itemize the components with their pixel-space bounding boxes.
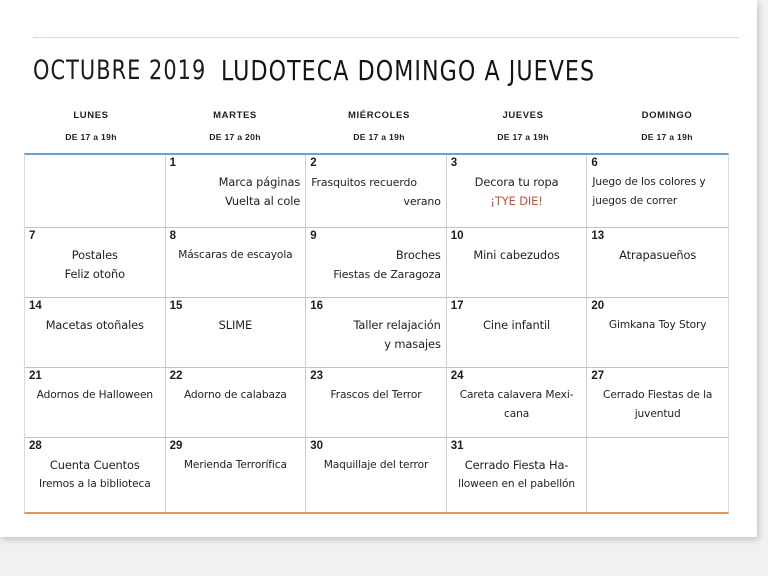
weekday-header-miércoles: [307, 104, 451, 152]
event-text: cana: [504, 408, 530, 420]
calendar-day-cell-29[interactable]: [166, 438, 307, 512]
calendar-day-cell-3[interactable]: [447, 155, 588, 227]
weekday-header-jueves: [451, 104, 595, 152]
calendar-day-cell-30[interactable]: [306, 438, 447, 512]
day-number: 10: [450, 230, 464, 242]
calendar-day-cell-7[interactable]: [25, 228, 166, 297]
day-events: [170, 316, 302, 335]
weekday-hours: DE 17 a 19h: [641, 132, 693, 142]
weekday-header-row: [19, 104, 739, 152]
day-number: 20: [591, 300, 605, 312]
calendar-grid: [24, 153, 729, 514]
main-title: LUDOTECA DOMINGO A JUEVES: [220, 53, 595, 87]
calendar-day-cell-27[interactable]: [587, 368, 728, 437]
day-events: [591, 173, 724, 211]
day-number: 13: [591, 230, 605, 242]
weekday-header-martes: [163, 104, 307, 152]
calendar-day-cell-8[interactable]: [166, 228, 307, 297]
event-text: Atrapasueños: [619, 248, 697, 262]
event-text: Decora tu ropa: [474, 175, 559, 189]
event-text: Iremos a la biblioteca: [38, 478, 151, 490]
day-events: [310, 386, 442, 405]
event-text: Cerrado Fiestas de la: [603, 389, 713, 401]
day-number: 9: [310, 230, 317, 242]
day-events: [591, 386, 724, 424]
calendar-day-cell-1[interactable]: [166, 155, 307, 227]
day-number: 2: [310, 157, 317, 169]
event-text: Postales: [71, 248, 118, 262]
weekday-hours: DE 17 a 19h: [65, 132, 117, 142]
day-events: [451, 173, 583, 211]
month-title: OCTUBRE 2019: [33, 54, 207, 86]
day-events: [29, 316, 161, 335]
event-text: Máscaras de escayola: [178, 249, 293, 261]
event-text: Vuelta al cole: [224, 194, 301, 208]
day-events: [310, 246, 442, 284]
weekday-name: JUEVES: [502, 110, 544, 121]
event-text: Fiestas de Zaragoza: [333, 268, 441, 281]
calendar-content: [19, 0, 739, 537]
day-events: [29, 456, 161, 494]
weekday-name: DOMINGO: [641, 110, 693, 121]
day-number: 31: [450, 440, 464, 452]
event-text: Frascos del Terror: [330, 389, 422, 401]
calendar-day-cell-17[interactable]: [447, 298, 588, 367]
day-number: 6: [591, 157, 598, 169]
weekday-name: LUNES: [73, 110, 109, 121]
event-text: Careta calavera Mexi-: [459, 389, 574, 401]
day-number: 14: [29, 300, 42, 312]
calendar-week-row: [25, 228, 728, 298]
calendar-day-cell-16[interactable]: [306, 298, 447, 367]
day-number: 15: [169, 300, 183, 312]
event-text: Macetas otoñales: [45, 318, 144, 332]
event-text: Adorno de calabaza: [183, 389, 287, 401]
day-number: 23: [310, 370, 323, 382]
event-text: y masajes: [384, 337, 441, 351]
day-number: 17: [450, 300, 464, 312]
event-text: Mini cabezudos: [473, 248, 560, 262]
event-text: Juego de los colores y: [592, 176, 706, 188]
day-events: [170, 246, 302, 265]
event-text: Feliz otoño: [64, 267, 125, 281]
event-text: Frasquitos recuerdo: [311, 176, 417, 189]
calendar-day-cell-31[interactable]: [447, 438, 588, 512]
day-number: 7: [29, 230, 36, 242]
calendar-week-row: [25, 368, 728, 438]
day-events: [29, 386, 161, 405]
day-events: [591, 246, 724, 265]
event-text: Cine infantil: [483, 318, 551, 332]
day-number: 30: [310, 440, 323, 452]
top-divider-rule: [33, 37, 739, 38]
event-text: verano: [403, 195, 441, 208]
day-events: [170, 386, 302, 405]
day-number: 22: [169, 370, 183, 382]
event-text: Taller relajación: [353, 318, 441, 332]
day-events: [451, 456, 583, 494]
day-events: [29, 246, 161, 284]
weekday-name: MIÉRCOLES: [348, 110, 410, 121]
calendar-day-cell-6[interactable]: [587, 155, 728, 227]
calendar-day-cell-23[interactable]: [306, 368, 447, 437]
calendar-day-cell-22[interactable]: [166, 368, 307, 437]
weekday-hours: DE 17 a 20h: [209, 132, 261, 142]
event-text: Gimkana Toy Story: [608, 319, 707, 331]
day-events: [310, 173, 442, 211]
day-events: [451, 316, 583, 335]
event-text: Cuenta Cuentos: [49, 458, 140, 472]
day-events: [451, 246, 583, 265]
day-events: [170, 173, 302, 211]
day-events: [310, 316, 442, 354]
calendar-week-row: [25, 155, 728, 228]
calendar-day-cell-9[interactable]: [306, 228, 447, 297]
calendar-day-cell-empty[interactable]: [25, 155, 166, 227]
day-number: 27: [591, 370, 605, 382]
calendar-day-cell-empty[interactable]: [587, 438, 728, 512]
event-text: juegos de correr: [592, 195, 678, 207]
day-number: 28: [29, 440, 42, 452]
day-events: [451, 386, 583, 424]
event-text: Merienda Terrorífica: [183, 459, 287, 471]
event-text: Maquillaje del terror: [323, 459, 429, 471]
event-text: lloween en el pabellón: [458, 478, 576, 490]
day-number: 24: [450, 370, 464, 382]
day-number: 16: [310, 300, 323, 312]
day-events: [310, 456, 442, 475]
weekday-header-lunes: [19, 104, 163, 152]
event-text: Broches: [395, 248, 441, 262]
calendar-day-cell-24[interactable]: [447, 368, 588, 437]
weekday-name: MARTES: [213, 110, 257, 121]
weekday-hours: DE 17 a 19h: [353, 132, 405, 142]
day-number: 21: [29, 370, 42, 382]
event-text: Cerrado Fiesta Ha-: [464, 458, 569, 472]
day-number: 29: [169, 440, 183, 452]
day-number: 3: [450, 157, 458, 169]
event-text: Adornos de Halloween: [36, 389, 153, 401]
calendar-week-row: [25, 298, 728, 368]
calendar-day-cell-13[interactable]: [587, 228, 728, 297]
day-events: [170, 456, 302, 475]
page-title: [19, 48, 739, 92]
day-number: 1: [169, 157, 176, 169]
calendar-day-cell-28[interactable]: [25, 438, 166, 512]
calendar-day-cell-20[interactable]: [587, 298, 728, 367]
calendar-day-cell-21[interactable]: [25, 368, 166, 437]
calendar-day-cell-14[interactable]: [25, 298, 166, 367]
weekday-hours: DE 17 a 19h: [497, 132, 549, 142]
calendar-day-cell-10[interactable]: [447, 228, 588, 297]
calendar-day-cell-2[interactable]: [306, 155, 447, 227]
event-text: juventud: [634, 408, 681, 420]
event-text: Marca páginas: [218, 175, 301, 189]
calendar-week-row: [25, 438, 728, 512]
day-number: 8: [169, 230, 176, 242]
event-text: SLIME: [218, 318, 253, 332]
event-text: ¡TYE DIE!: [490, 194, 543, 208]
weekday-header-domingo: [595, 104, 739, 152]
calendar-day-cell-15[interactable]: [166, 298, 307, 367]
day-events: [591, 316, 724, 335]
